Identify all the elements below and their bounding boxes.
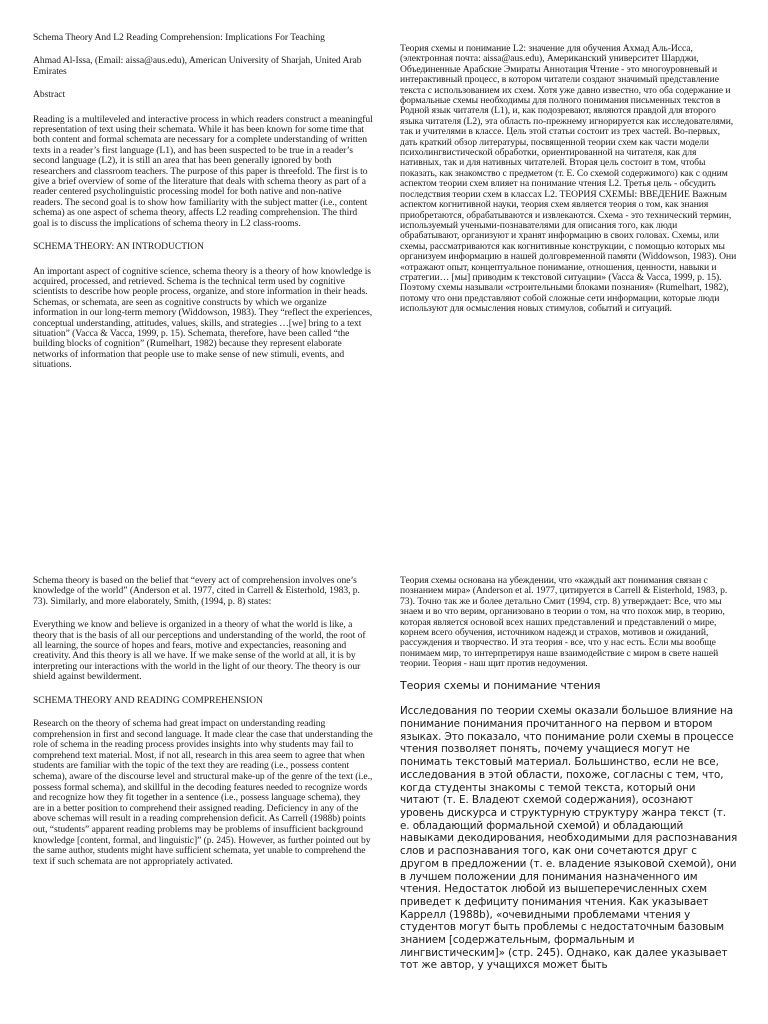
russian-column-bottom	[400, 576, 738, 982]
paper-title: Schema Theory And L2 Reading Comprehension: Implications For Teaching	[33, 32, 325, 43]
russian-schema-belief-paragraph: Теория схемы основана на убеждении, что «каждый акт понимания связан с познанием мира» (Anderson et al. 1977, цитируется в Carrell & Eisterhold, 1983, p. 73). Точно так же и более детально Смит (1994, стр. 8) утверждает: Все, что мы знаем и во что верим, организовано в теории о том, на что похож мир, в теорию, которая является основой всех наших представлений и представлений о мире, корнем всего обучения, источником надежд и страхов, мотивов и ожиданий, рассуждения и творчество. И эта теория - все, что у нас есть. Если мы вообще понимаем мир, то интерпретируя наше взаимодействие с миром в свете нашей теории. Теория - наш щит против недоумения.	[400, 575, 728, 670]
russian-translation-text: Теория схемы и понимание L2: значение для обучения Ахмад Аль-Исса, (электронная почта: aissa@aus.edu), Американский университет Шарджи, Объединенные Арабские Эмираты Аннотация Чтение - это многоуровневый и интерактивный процесс, в котором читатели создают значимый представление текста с использованием их схем. Хотя уже давно известно, что оба содержание и формальные схемы необходимы для полного понимания письменных текстов в Родной язык читателя (L1), и, как подозревают, являются правдой для второго языка читателя (L2), эта область по-прежнему игнорируется как исследователями, так и учителями в классе. Цель этой статьи состоит из трех частей. Во-первых, дать краткий обзор литературы, посвященной теории схем как части модели психолингвистической обработки, ориентированной на читателя, как для нативных, так и для нативных читателей. Вторая цель состоит в том, чтобы показать, как знакомство с предметом (т. Е. Со схемой содержимого) как с одним аспектом теории схем влияет на понимание чтения L2. Третья цель - обсудить последствия теории схем в классах L2. ТЕОРИЯ СХЕМЫ: ВВЕДЕНИЕ Важным аспектом когнитивной науки, теория схем является теория о том, как знания приобретаются, обрабатываются и извлекаются. Схема - это технический термин, используемый учеными-познавателями для описания того, как люди обрабатывают, организуют и хранят информацию в своих головах. Схемы, или схемы, рассматриваются как когнитивные конструкции, с помощью которых мы организуем информацию в нашей долговременной памяти (Widdowson, 1983). Они «отражают опыт, концептуальное понимание, отношения, ценности, навыки и стратегии… [мы] приводим к текстовой ситуации» (Vacca & Vacca, 1999, p. 15). Поэтому схемы называли «строительными блоками познания» (Rumelhart, 1982), потому что они представляют собой сложные сети информации, которые люди используют для осмысления новых стимулов, событий и ситуаций.	[400, 43, 737, 315]
russian-section-heading: Теория схемы и понимание чтения	[400, 678, 601, 692]
schema-belief-paragraph: Schema theory is based on the belief that “every act of comprehension involves one’s knowledge of the world” (Anderson et al. 1977, cited in Carrell & Eisterhold, 1983, p. 73). Similarly, and more elaborately, Smith, (1994, p. 8) states:	[33, 575, 360, 607]
section-heading-introduction: SCHEMA THEORY: AN INTRODUCTION	[33, 241, 204, 253]
author-line: Ahmad Al-Issa, (Email: aissa@aus.edu), American University of Sharjah, United Arab Emirates	[33, 55, 362, 77]
section-heading-reading-comprehension: SCHEMA THEORY AND READING COMPREHENSION	[33, 694, 263, 706]
abstract-heading: Abstract	[33, 89, 66, 101]
russian-column-top	[400, 44, 738, 325]
english-column-bottom	[33, 576, 373, 877]
smith-quote-paragraph: Everything we know and believe is organized in a theory of what the world is like, a theory that is the basis of all our perceptions and understanding of the world, the root of all learning, the source of hopes and fears, motive and expectancies, reasoning and creativity. And this theory is all we have. If we make sense of the world at all, it is by interpreting our interactions with the world in the light of our theory. The theory is our shield against bewilderment.	[33, 619, 366, 683]
english-column-top	[33, 33, 373, 381]
introduction-text: An important aspect of cognitive science, schema theory is a theory of how knowledge is acquired, processed, and retrieved. Schema is the technical term used by cognitive scientists to describe how people process, organize, and store information in their heads. Schemas, or schemata, are seen as cognitive constructs by which we organize information in our long-term memory (Widdowson, 1983). They “reflect the experiences, conceptual understanding, attitudes, values, skills, and strategies …[we] bring to a text situation” (Vacca & Vacca, 1999, p. 15). Schemata, therefore, have been called “the building blocks of cognition” (Rumelhart, 1982) because they represent elaborate networks of information that people use to make sense of new stimuli, events, and situations.	[33, 265, 373, 371]
russian-reading-comprehension-text: Исследования по теории схемы оказали большое влияние на понимание понимания прочитанного на первом и втором языках. Это показало, что понимание роли схемы в процессе чтения позволяет понять, почему учащиеся могут не понимать текстовый материал. Большинство, если не все, исследования в этой области, похоже, согласны с тем, что, когда студенты знакомы с темой текста, который они читают (т. Е. Владеют схемой содержания), осознают уровень дискурса и структурную структуру жанра текст (т. е. обладающий формальной схемой) и обладающий навыками декодирования, необходимыми для распознавания слов и распознавания того, как они сочетаются друг с другом в предложении (т. е. владение языковой схемой), они в лучшем положении для понимания назначенного им чтения. Недостаток любой из вышеперечисленных схем приведет к дефициту понимания чтения. Как указывает Каррелл (1988b), «очевидными проблемами чтения у студентов могут быть проблемы с недостаточным базовым знанием [содержательным, формальным и лингвистическим]» (стр. 245). Однако, как далее указывает тот же автор, у учащихся может быть	[400, 705, 738, 972]
reading-comprehension-text: Research on the theory of schema had great impact on understanding reading comprehension in first and second language. It made clear the case that understanding the role of schema in the reading process provides insights into why students may fail to comprehend text material. Most, if not all, research in this area seem to agree that when students are familiar with the topic of the text they are reading (i.e., possess content schema), aware of the discourse level and structural make-up of the genre of the text (i.e., possess formal schema), and skillful in the decoding features needed to recognize words and recognize how they fit together in a sentence (i.e., possess language schema), they are in a better position to comprehend their assigned reading. Deficiency in any of the above schemas will result in a reading comprehension deficit. As Carrell (1988b) points out, “students” apparent reading problems may be problems of insufficient background knowledge [content, formal, and linguistic]” (p. 245). However, as further pointed out by the same author, students might have sufficient schemata, yet unable to comprehend the text if such schemata are not appropriately activated.	[33, 718, 373, 867]
abstract-text: Reading is a multileveled and interactive process in which readers construct a meaningful representation of text using their schemata. While it has been known for some time that both content and formal schemata are necessary for a complete understanding of written texts in a reader’s first language (L1), and has been suspected to be true in a reader’s second language (L2), it is still an area that has been generally ignored by both researchers and classroom teachers. The purpose of this paper is threefold. The first is to give a brief overview of some of the literature that deals with schema theory as part of a reader centered psycholinguistic processing model for both native and non-native readers. The second goal is to show how familiarity with the subject matter (i.e., content schema) as one aspect of schema theory, affects L2 reading comprehension. The third goal is to discuss the implications of schema theory in L2 class-rooms.	[33, 113, 373, 229]
